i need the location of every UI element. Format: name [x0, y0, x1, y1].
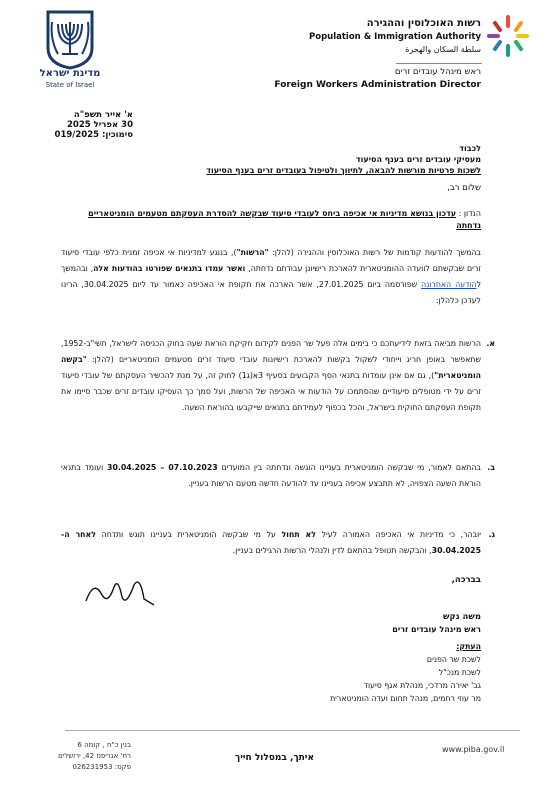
- footer-website: www.piba.gov.il: [442, 745, 505, 754]
- recipient-line-1: מעסיקי עובדים זרים בענף הסיעוד: [355, 155, 481, 164]
- closing-regards: בברכה,: [451, 575, 481, 585]
- item-b-text-2: ועומד בתנאי הוראת השעה הצפויה, לא תתבצע אכיפה בעניינו עד להודעה חדשה מטעם הרשות בעניין.: [61, 463, 481, 488]
- org-name-hebrew: רשות האוכלוסין וההגירה: [366, 18, 481, 29]
- recipient-block: [61, 143, 481, 176]
- intro-text-4: שפורסמה ביום 27.01.2025, אשר הארכה את תקופת אי האכיפה כאמור עד ליום 30.04.2025, הרינו לעדכן כלהלן:: [61, 280, 481, 305]
- item-c-text-1: יובהר, כי מדיניות אי האכיפה האמורה לעיל: [315, 530, 481, 539]
- item-c-bold-2: לאחר ה- 30.04.2025: [61, 530, 481, 555]
- item-b-text-1: בהתאם לאמור, מי שבקשה הומניטארית בעניינו הוגשה ונדחתה בין המועדים: [217, 463, 482, 472]
- list-item-c: [61, 527, 495, 559]
- footer-divider: [65, 730, 520, 731]
- handwritten-signature: [80, 575, 160, 609]
- cc-line: מר עוזי רחמים, מנהל תחום ועדה הומניטארית: [330, 694, 481, 703]
- item-c-number: ג.: [488, 530, 495, 539]
- last-announcement-link[interactable]: הודעה האחרונה: [421, 280, 477, 289]
- footer-address-line-1: בנין כ"ח , קומה 6: [77, 741, 131, 749]
- footer-motto: איתך, במסלול חייך: [235, 753, 315, 763]
- intro-bold-text: ואשר עמדו בתנאים שפורטו בהודעות אלה: [93, 264, 246, 273]
- signer-name: משה נקש: [443, 612, 481, 622]
- reference-number: סימוכין: 019/2025: [54, 130, 133, 140]
- state-name-english: State of Israel: [45, 81, 95, 89]
- cc-label: העתק:: [456, 642, 481, 651]
- footer-address-line-2: רח' אגריפס 42, ירושלים: [58, 752, 131, 760]
- hebrew-date: א' אייר תשפ"ה: [73, 110, 133, 120]
- item-b-date-range: 07.10.2023 – 30.04.2025: [107, 463, 218, 472]
- item-a-text-2: ), גם אם אינן עומדות בתנאי הסף הקבועים בסעיף 3א(ג1) לחוק זה, על מנת להכשיר העסקתם של עובדי סיעוד זרים על ידי מטופלים סיעודיים שהסתמכו על הודעות אי האכיפה של הרשות, ועל סמך כך העסיקו עובדים זרים שכבר סיימו את תקופת העסקתם החוקית בישראל, והכל בכפוף לעמידתם בתנאים שייקבעו בהוראת השעה.: [61, 371, 481, 412]
- subject-text: עדכון בנושא מדיניות אי אכיפה ביחס לעובדי סיעוד שבקשה להסדרת העסקתם מטעמים הומניטאריים נדחתה: [88, 209, 481, 230]
- item-a-bold-term: "בקשה הומניטארית": [61, 355, 481, 380]
- state-name-hebrew: מדינת ישראל: [39, 68, 101, 79]
- intro-text-1: בהמשך להודעות קודמות של רשות האוכלוסין וההגירה (להלן:: [268, 248, 481, 257]
- gregorian-date: 30 אפריל 2025: [67, 120, 133, 130]
- list-item-a: [61, 336, 495, 416]
- cc-block: [61, 640, 481, 705]
- state-emblem-icon: [38, 8, 102, 70]
- piba-logo-icon: [486, 14, 530, 58]
- greeting: שלום רב,: [447, 183, 481, 193]
- footer-fax: פקס: 026231953: [72, 763, 131, 771]
- director-title-hebrew: ראש מינהל עובדים זרים: [394, 67, 481, 77]
- intro-text-2: ), בנוגע למדיניות אי אכיפה זמנית כלפי עובדי סיעוד זרים שבקשתם לוועדה ההומניטארית להארכת רישיונן עבודתם נדחתה,: [61, 248, 481, 273]
- recipient-line-2: לשכות פרטיות מורשות להבאה, לתיווך ולטיפול בעובדים זרים בענף הסיעוד: [206, 166, 481, 175]
- item-c-bold-1: לא תחול: [281, 530, 316, 539]
- signer-title: ראש מינהל עובדים זרים: [392, 625, 481, 634]
- intro-text-3: , ובהמשך ל: [61, 264, 482, 289]
- item-a-text-1: הרשות מביאה בזאת לידיעתכם כי בימים אלה פעל שר הפנים לקידום חקיקת הוראת שעה בחוק הכניסה לישראל, תשי"ב-1952, שתאפשר באופן חריג וייחודי לשקול בקשות להארכת רישיונות עובדי סיעוד זרים מטעמים הומניטאריים (להלן:: [61, 339, 481, 364]
- recipient-to-label: לכבוד: [459, 144, 481, 153]
- cc-line: לשכת מנכ"ל: [438, 668, 481, 677]
- item-b-number: ב.: [487, 463, 495, 472]
- list-item-b: [61, 460, 495, 492]
- subject-label: הנדון :: [458, 209, 481, 218]
- cc-line: גב' יאירה מרדכי, מנהלת אגף סיעוד: [363, 681, 481, 690]
- org-name-arabic: سلطة السكان والهجرة: [405, 45, 481, 54]
- item-c-text-3: , והבקשה תטופל בהתאם לדין ולנהלי הרשות הרגילים בעניין.: [232, 546, 432, 555]
- intro-authority-term: "הרשות": [236, 248, 269, 257]
- footer-address: [58, 740, 131, 773]
- item-a-number: א.: [486, 339, 495, 348]
- cc-line: לשכת שר הפנים: [426, 655, 481, 664]
- header-divider: [396, 63, 482, 64]
- org-name-english: Population & Immigration Authority: [309, 32, 481, 42]
- subject-line: [61, 208, 481, 232]
- item-c-text-2: על מי שבקשה הומניטארית בעניינו תוגש ותדחה: [95, 530, 282, 539]
- intro-paragraph: [61, 245, 481, 309]
- director-title-english: Foreign Workers Administration Director: [274, 80, 481, 90]
